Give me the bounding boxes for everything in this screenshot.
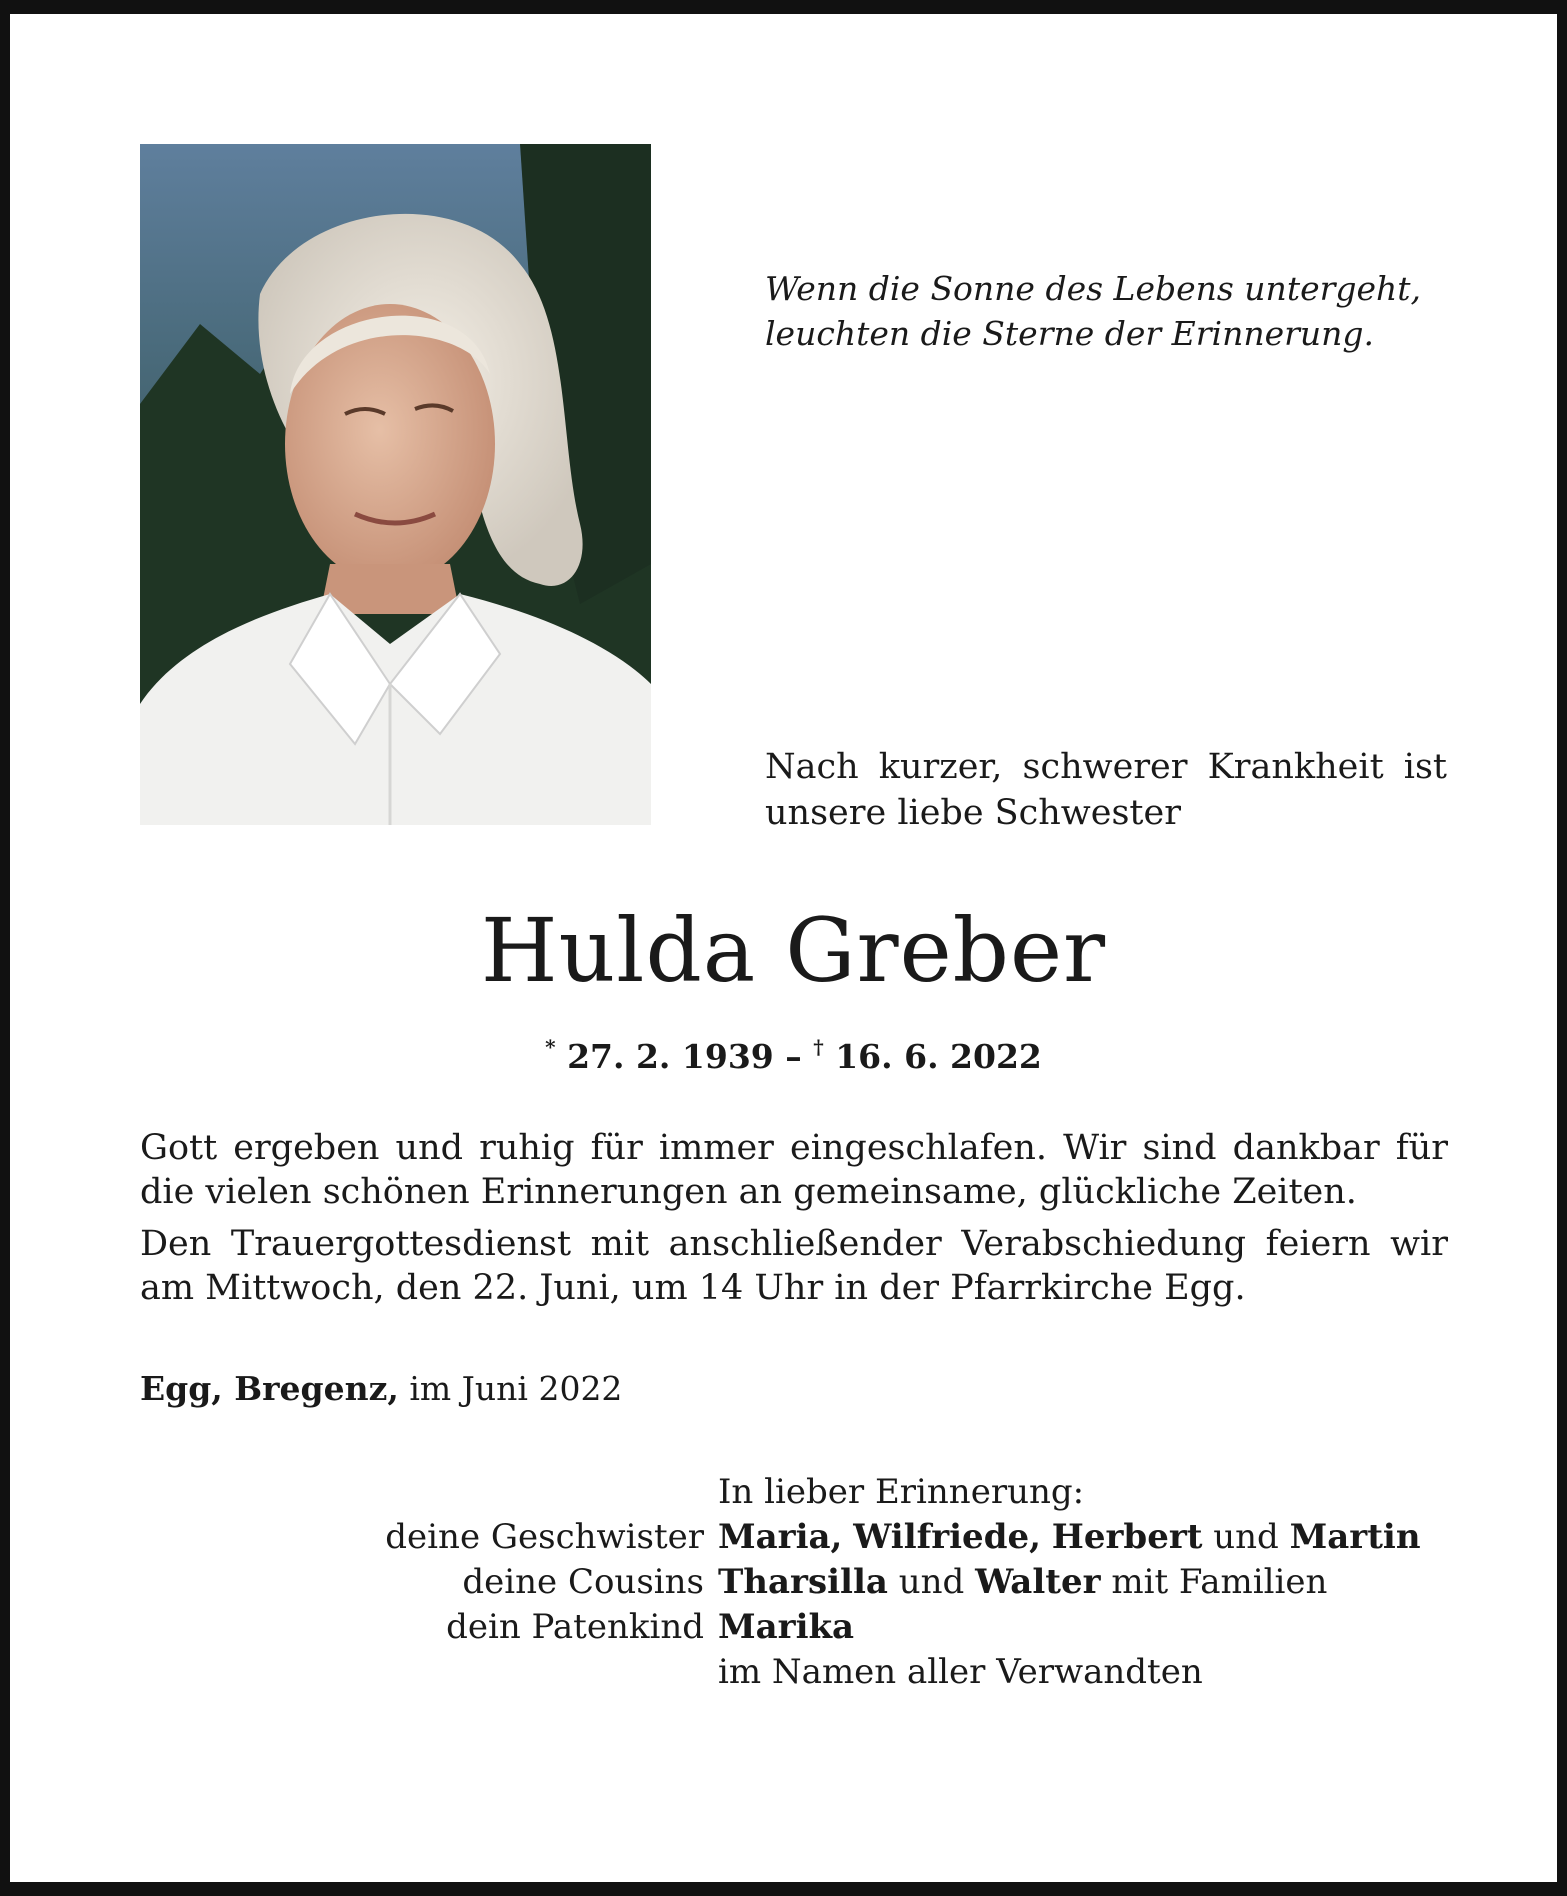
deceased-name: Hulda Greber xyxy=(480,899,1107,1002)
obituary-body xyxy=(140,1126,1448,1318)
birth-date: 27. 2. 1939 xyxy=(567,1037,774,1076)
memorial-quote xyxy=(765,266,1465,356)
godchild-name: Marika xyxy=(718,1607,855,1647)
date-separator: – xyxy=(773,1037,814,1076)
cousins-names xyxy=(718,1560,1327,1605)
siblings-row xyxy=(340,1515,1470,1560)
family-heading: In lieber Erinnerung: xyxy=(718,1472,1085,1512)
sibling-name: Maria, xyxy=(718,1517,843,1557)
godchild-row xyxy=(340,1605,1470,1650)
family-signatures xyxy=(340,1470,1470,1695)
body-paragraph-1: Gott ergeben und ruhig für immer eingeschlafen. Wir sind dankbar für die vielen schönen Erinnerungen an gemeinsame, glückliche Zeiten. xyxy=(140,1128,1448,1212)
quote-line-2: leuchten die Sterne der Erinnerung. xyxy=(765,314,1375,353)
closing-text: im Namen aller Verwandten xyxy=(718,1652,1203,1692)
death-symbol: † xyxy=(813,1035,824,1059)
conjunction: und xyxy=(1213,1517,1279,1557)
siblings-role: deine Geschwister xyxy=(385,1517,704,1557)
cousin-name: Tharsilla xyxy=(718,1562,888,1602)
body-paragraph-2: Den Trauergottesdienst mit anschließender Verabschiedung feiern wir am Mittwoch, den 22. Juni, um 14 Uhr in der Pfarrkirche Egg. xyxy=(140,1224,1448,1308)
cousin-name: Walter xyxy=(975,1562,1101,1602)
sibling-name: Herbert xyxy=(1051,1517,1203,1557)
birth-symbol: * xyxy=(545,1035,556,1059)
place-date: im Juni 2022 xyxy=(398,1369,623,1408)
quote-line-1: Wenn die Sonne des Lebens untergeht, xyxy=(765,269,1422,308)
life-dates xyxy=(10,1027,1567,1077)
death-date: 16. 6. 2022 xyxy=(835,1037,1042,1076)
with-families: mit Familien xyxy=(1111,1562,1328,1602)
godchild-role: dein Patenkind xyxy=(446,1607,704,1647)
cousins-role: deine Cousins xyxy=(462,1562,704,1602)
portrait-photo xyxy=(140,144,651,825)
cousins-row xyxy=(340,1560,1470,1605)
sibling-name: Martin xyxy=(1289,1517,1421,1557)
place-location: Egg, Bregenz, xyxy=(140,1369,399,1408)
place-and-date xyxy=(140,1367,622,1411)
conjunction: und xyxy=(898,1562,965,1602)
siblings-names xyxy=(718,1515,1421,1560)
closing-row xyxy=(340,1650,1470,1695)
intro-text: Nach kurzer, schwerer Krankheit ist unsere liebe Schwester xyxy=(765,747,1447,833)
family-heading-row xyxy=(340,1470,1470,1515)
portrait-illustration xyxy=(140,144,651,825)
sibling-name: Wilfriede, xyxy=(853,1517,1041,1557)
